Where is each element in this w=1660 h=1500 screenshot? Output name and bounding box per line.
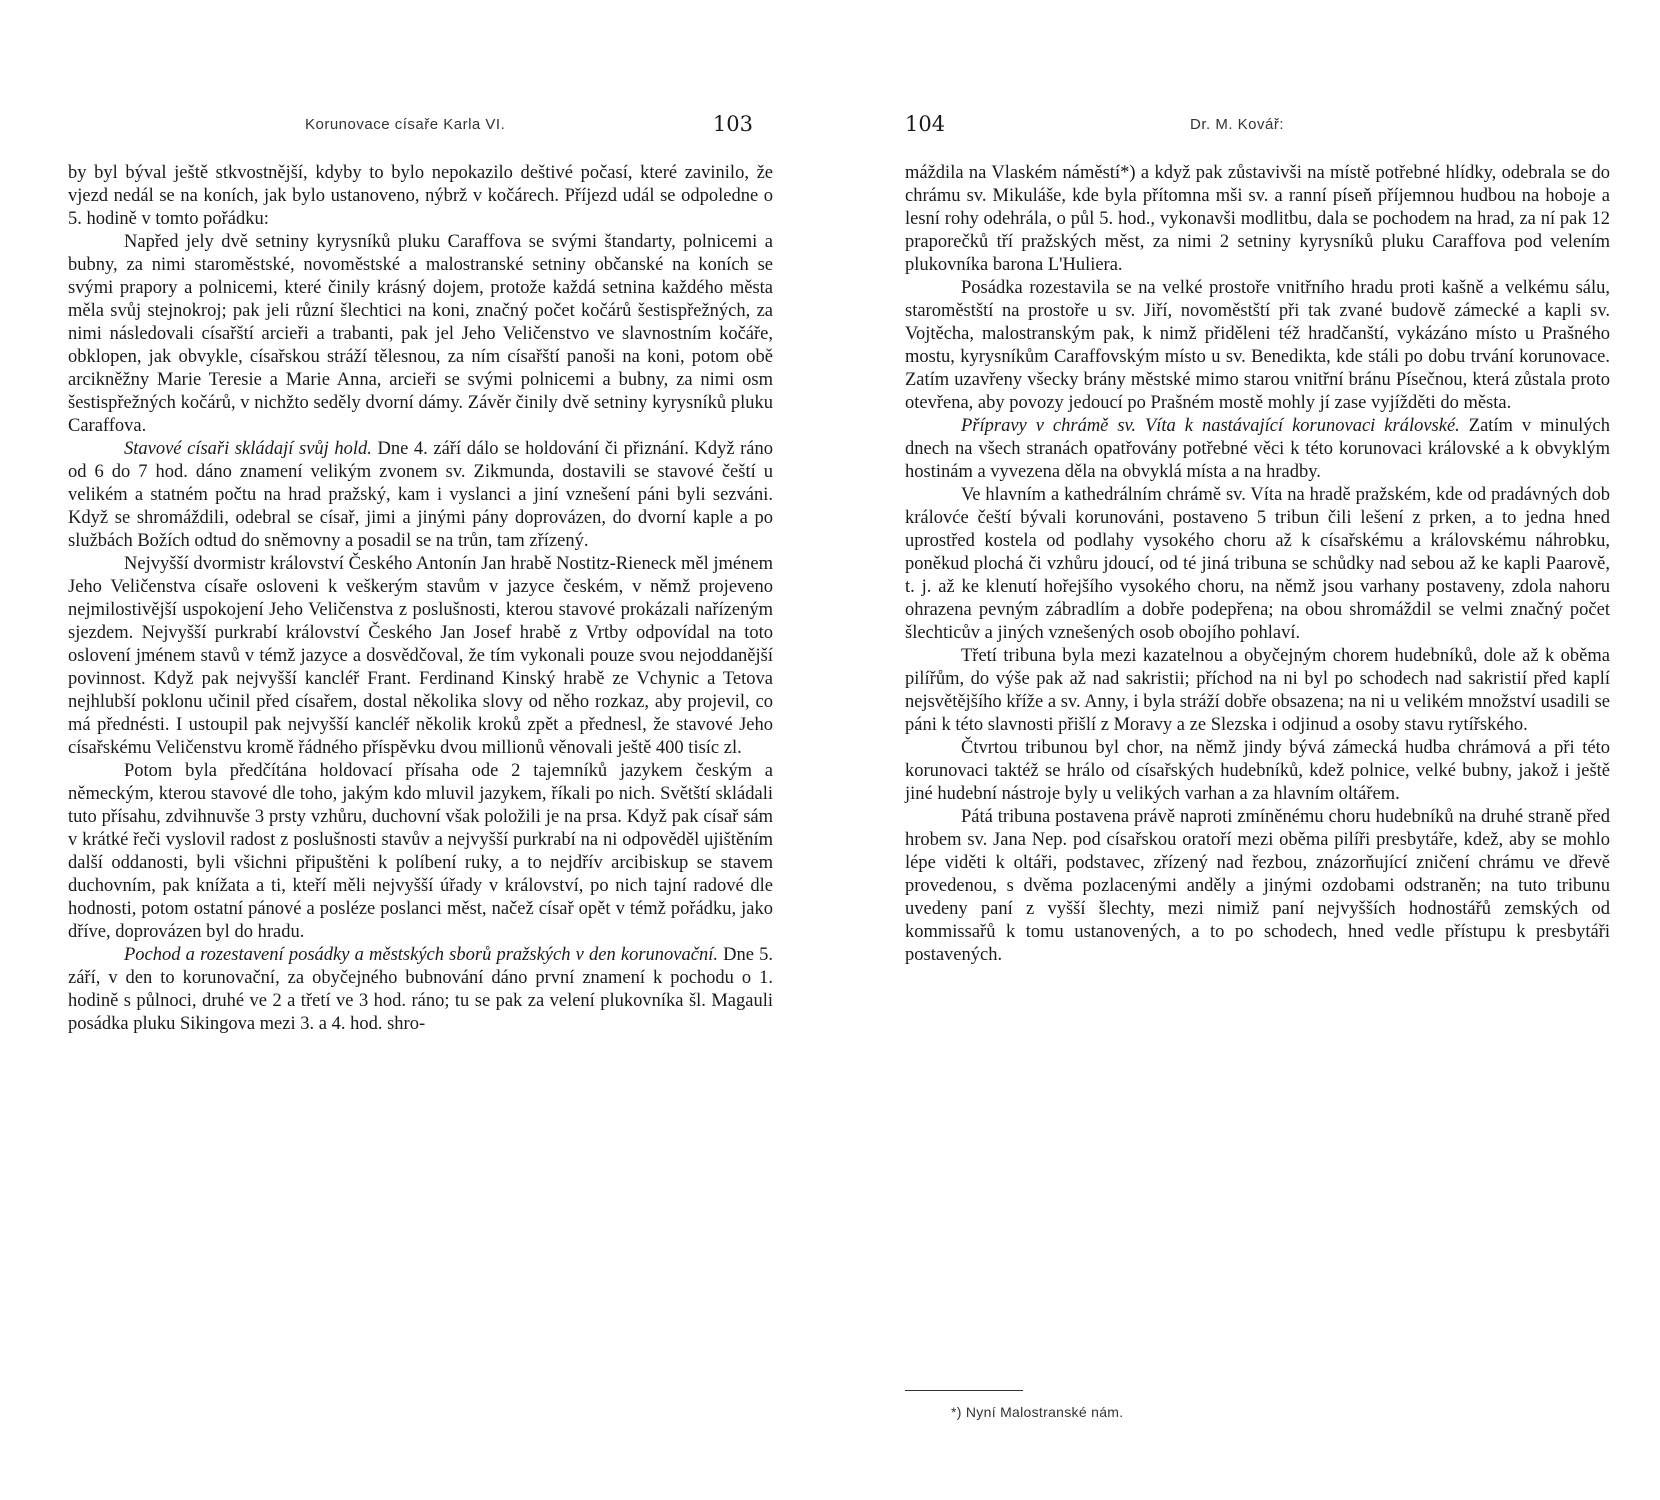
paragraph-text: Dne 5. září, v den to korunovační, za obyčejného bubnování dáno první znamení k pochodu o 1. hodině s půlnoci, druhé ve 2 a třetí ve 3 hod. ráno; tu se pak za velení plukovníka šl. Magauli posádka pluku Sikingova mezi 3. a 4. hod. shro- xyxy=(68,945,773,1034)
paragraph: by byl býval ještě stkvostnější, kdyby to bylo nepokazilo deštivé počasí, které zavinilo, že vjezd nedál se na koních, jak bylo ustanoveno, nýbrž v kočárech. Příjezd udál se odpoledne o 5. hodině v tomto pořádku: xyxy=(68,163,773,229)
paragraph xyxy=(68,438,773,553)
paragraph: Potom byla předčítána holdovací přísaha ode 2 tajemníků jazykem českým a německým, kterou stavové dle toho, jakým kdo mluvil jazykem, říkali po nich. Světští skládali tuto přísahu, zdvihnuvše 3 prsty vzhůru, duchovní však položili je na prsa. Když pak císař sám v krátké řeči vyslovil radost z poslušnosti stavův a nejvyšší purkrabí na ni odpověděl ujištěním další oddanosti, byli všichni připuštěni k políbení ruky, a to nejdřív arcibiskup se stavem duchovním, pak knížata a ti, kteří měli nejvyšší úřady v království, po nich tajní radové dle hodnosti, potom ostatní pánové a posléze poslanci měst, načež císař opět v témž pořádku, jako dříve, doprovázen byl do hradu. xyxy=(68,761,773,942)
paragraph: Ve hlavním a kathedrálním chrámě sv. Víta na hradě pražském, kde od pradávných dob královće čeští bývali korunováni, postaveno 5 tribun čili lešení z prken, a to jedna hned uprostřed kostela od podlahy vysokého choru až k císařskému a královskému náhrobku, poněkud plochá či vzhůru jdoucí, od té jiná tribuna se schůdky nad sebou až ke kapli Paarově, t. j. až ke klenutí hořejšího vysokého choru, na němž jsou varhany postaveny, zdola nahoru ohrazena pevným zábradlím a dobře podepřena; na obou shromáždil se velmi značný počet šlechticův a jiných vznešených osob obojího pohlaví. xyxy=(905,485,1610,643)
running-title: Dr. M. Kovář: xyxy=(1190,116,1285,133)
footnote: *) Nyní Malostranské nám. xyxy=(951,1404,1124,1420)
right-page xyxy=(905,0,1610,1500)
section-heading: Přípravy v chrámě sv. Víta k nastávající korunovaci královské. xyxy=(961,416,1460,436)
paragraph: Třetí tribuna byla mezi kazatelnou a obyčejným chorem hudebníků, dole až k oběma pilířům, do výše pak až nad sakristii; příchod na ni byl po schodech nad sakristií před kaplí nejsvětějšího kříže a sv. Anny, i byla stráží dobře obsazena; na ni u velikém množství usadili se páni k této slavnosti přišlí z Moravy a ze Slezska i odjinud a osoby stavu rytířského. xyxy=(905,646,1610,735)
paragraph xyxy=(68,944,773,1036)
paragraph xyxy=(905,415,1610,484)
right-page-body xyxy=(905,162,1610,967)
paragraph: Napřed jely dvě setniny kyrysníků pluku Caraffova se svými štandarty, polnicemi a bubny, za nimi staroměstské, novoměstské a malostranské setniny občanské na koních se svými prapory a polnicemi, které činily krásný dojem, protože každá setnina každého města měla svůj stejnokroj; pak jeli různí šlechtici na koni, značný počet kočárů šestispřežných, za nimi následovali císařští arcieři a trabanti, pak jel Jeho Veličenstvo ve slavnostním kočáře, obklopen, jak obvykle, císařskou stráží tělesnou, za ním císařští panoši na koni, potom obě arcikněžny Marie Teresie a Marie Anna, arcieři se svými polnicemi a bubny, za nimi osm šestispřežných kočárů, v nichžto seděly dvorní dámy. Závěr činily dvě setniny kyrysníků pluku Caraffova. xyxy=(68,232,773,436)
page-number: 104 xyxy=(905,112,946,136)
paragraph: Pátá tribuna postavena právě naproti zmíněnému choru hudebníků na druhé straně před hrobem sv. Jana Nep. pod císařskou oratoří mezi oběma pilíři presbytáře, kdež, aby se mohlo lépe viděti k oltáři, podstavec, zřízený nad řezbou, znázorňující zničení chrámu ve dřevě provedenou, s dvěma pozlacenými anděly a jinými ozdobami odstraněn; na tuto tribunu uvedeny paní z vyšší šlechty, mezi nimiž paní nejvyšších hodnostářů zemských od kommissařů k tomu ustanovených, a to po schodech, hned vedle přístupu k presbytáři postavených. xyxy=(905,807,1610,965)
paragraph: Posádka rozestavila se na velké prostoře vnitřního hradu proti kašně a velkému sálu, staroměstští na prostoře u sv. Jiří, novoměstští při tak zvané budově zámecké a kapli sv. Vojtěcha, malostranským pak, k nimž přiděleni též hradčanští, vykázáno místo u Prašného mostu, kyrysníkům Caraffovským místo u sv. Benedikta, kde stáli po dobu trvání korunovace. Zatím uzavřeny všecky brány městské mimo starou vnitřní bránu Písečnou, která zůstala proto otevřena, aby povozy jedoucí po Prašném mostě mohly jí zase vyjížděti do města. xyxy=(905,278,1610,413)
right-page-header xyxy=(905,112,1610,142)
page-number: 103 xyxy=(712,112,753,136)
paragraph: Nejvyšší dvormistr království Českého Antonín Jan hrabě Nostitz-Rieneck měl jménem Jeho Veličenstva císaře osloveni k veškerým stavům v jazyce českém, v němž projeveno nejmilostivější uspokojení Jeho Veličenstva z poslušnosti, kterou stavové prokázali nařízeným sjezdem. Nejvyšší purkrabí království Českého Jan Josef hrabě z Vrtby odpovídal na toto oslovení jménem stavů v témž jazyce a dosvědčoval, že tím vykonali pouze svou nejoddanější povinnost. Když pak nejvyšší kancléř Frant. Ferdinand Kinský hrabě ze Vchynic a Tetova nejhlubší poklonu učinil před císařem, dostal několika slovy od něho rozkaz, aby projevil, co má přednésti. I ustoupil pak nejvyšší kancléř několik kroků zpět a přednesl, že stavové Jeho císařskému Veličenstvu kromě řádného příspěvku dvou millionů věnovali ještě 400 tisíc zl. xyxy=(68,554,773,758)
left-page xyxy=(68,0,773,1500)
section-heading: Pochod a rozestavení posádky a městských sborů pražských v den korunovační. xyxy=(124,945,718,965)
paragraph-text: Dne 4. září dálo se holdování či přiznání. Když ráno od 6 do 7 hod. dáno znamení velikým zvonem sv. Zikmunda, dostavili se stavové čeští u velikém a statném počtu na hrad pražský, kam i vyslanci a jiní vznešení páni byli sezváni. Když se shromáždili, odebral se císař, jimi a jinými pány doprovázen, do dvorní kaple a po službách Božích odtud do sněmovny a posadil se na trůn, tam zřízený. xyxy=(68,439,774,551)
footnote-divider xyxy=(905,1390,1023,1391)
left-page-header xyxy=(68,112,773,142)
paragraph: máždila na Vlaském náměstí*) a když pak zůstavivši na místě potřebné hlídky, odebrala se do chrámu sv. Mikuláše, kde byla přítomna mši sv. a ranní píseň příjemnou hudbou na hoboje a lesní rohy odehrála, o půl 5. hod., vykonavši modlitbu, dala se pochodem na hrad, za ní pak 12 praporečků tří pražských měst, za nimi 2 setniny kyrysníků pluku Caraffova pod velením plukovníka barona L'Huliera. xyxy=(905,163,1610,275)
running-title: Korunovace císaře Karla VI. xyxy=(305,116,506,133)
left-page-body xyxy=(68,162,773,1036)
paragraph: Čtvrtou tribunou byl chor, na němž jindy bývá zámecká hudba chrámová a při této korunovaci taktéž se hrálo od císařských hudebníků, kdež polnice, velké bubny, jakož i ještě jiné hudební nástroje byly u velikých varhan a za hlavním oltářem. xyxy=(905,738,1610,804)
paragraph-text: Zatím v minulých dnech na všech stranách opatřovány potřebné věci k této korunovaci královské a k obvyklým hostinám a vyvezena děla na obvyklá místa a na hradby. xyxy=(905,416,1611,482)
section-heading: Stavové císaři skládají svůj hold. xyxy=(124,439,372,459)
